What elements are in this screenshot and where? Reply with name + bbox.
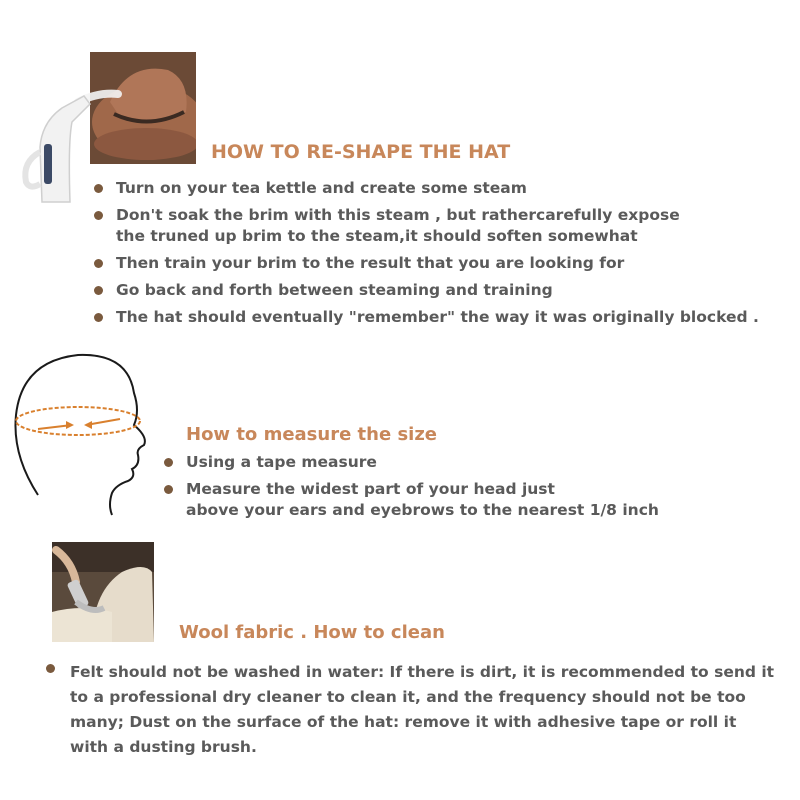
bullet-icon xyxy=(164,485,173,494)
list-item: Using a tape measure xyxy=(162,452,659,473)
list-item: Go back and forth between steaming and training xyxy=(92,280,759,301)
list-item: The hat should eventually "remember" the way it was originally blocked . xyxy=(92,307,759,328)
bullet-icon xyxy=(94,211,103,220)
list-item: Then train your brim to the result that you are looking for xyxy=(92,253,759,274)
list-item: Measure the widest part of your head just above your ears and eyebrows to the nearest 1/8 inch xyxy=(162,479,659,521)
section-title-measure: How to measure the size xyxy=(186,424,438,445)
bullet-icon xyxy=(94,184,103,193)
list-item: Felt should not be washed in water: If there is dirt, it is recommended to send it to a professional dry cleaner to clean it, and the frequency should not be too many; Dust on the surface of the hat: remove it with adhesive tape or roll it with a dusting brush. xyxy=(44,660,774,760)
head-measure-diagram xyxy=(8,345,150,517)
bullet-icon xyxy=(94,259,103,268)
bullet-icon xyxy=(46,664,55,673)
section-title-clean: Wool fabric . How to clean xyxy=(179,622,445,643)
reshape-steps-list xyxy=(92,178,759,328)
cleaning-brush-photo xyxy=(52,542,154,642)
bullet-icon xyxy=(164,458,173,467)
bullet-icon xyxy=(94,313,103,322)
section-title-reshape: HOW TO RE-SHAPE THE HAT xyxy=(211,141,511,163)
bullet-icon xyxy=(94,286,103,295)
list-item: Don't soak the brim with this steam , but rathercarefully expose the truned up brim to the steam,it should soften somewhat xyxy=(92,205,759,247)
list-item: Turn on your tea kettle and create some steam xyxy=(92,178,759,199)
clean-instructions-list xyxy=(44,660,774,760)
measure-steps-list xyxy=(162,452,659,521)
